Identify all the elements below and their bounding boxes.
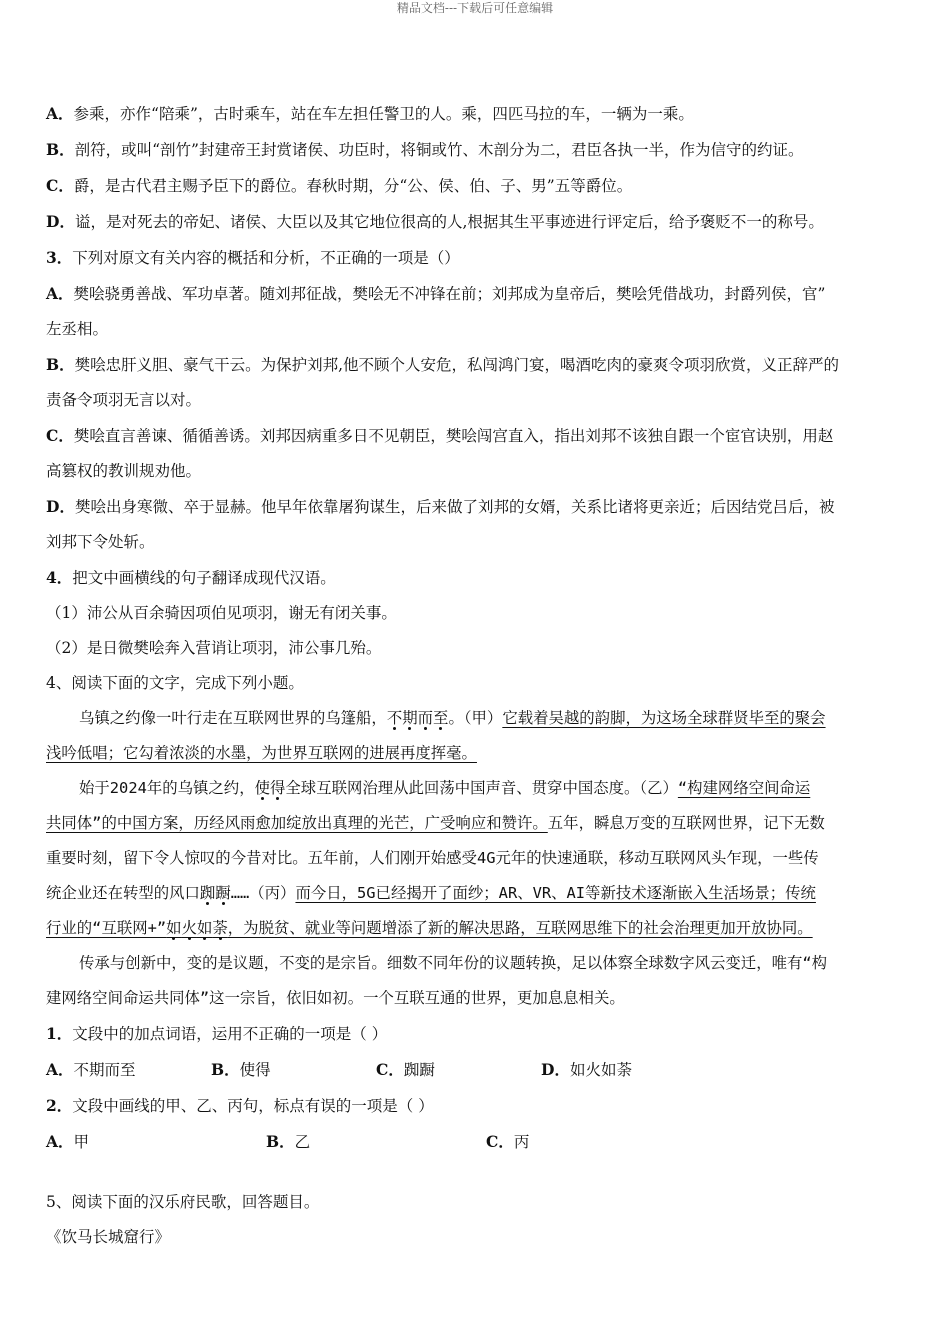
passage-p2-line1: [46, 771, 904, 806]
sub-q1-option-c: [376, 1052, 541, 1088]
dotted-char: 使: [254, 779, 270, 797]
q2-option-b: [46, 132, 904, 168]
sub-q2-option-c: [486, 1124, 529, 1160]
q3-option-b-cont: 责备令项羽无言以对。: [46, 391, 202, 409]
question-number: 1．: [46, 1024, 73, 1043]
underlined-sentence-bing: 而今日，5G已经揭开了面纱；AR、VR、AI等新技术逐渐嵌入生活场景；传统: [295, 884, 816, 902]
dotted-word: [200, 884, 231, 902]
dotted-char: 踟: [199, 884, 216, 902]
passage-text: 始于2024年的乌镇之约，: [79, 779, 255, 797]
dotted-char: 而: [417, 709, 434, 727]
option-letter: C．: [46, 426, 74, 445]
underlined-sentence-jia: 它载着吴越的韵脚，为这场全球群贤毕至的聚会: [502, 709, 826, 727]
option-text: 使得: [239, 1061, 271, 1079]
dotted-word: [166, 919, 228, 937]
question-text: 把文中画横线的句子翻译成现代汉语。: [72, 569, 336, 587]
passage-p3-line2: 建网络空间命运共同体”这一宗旨，依旧如初。一个互联互通的世界，更加息息相关。: [46, 989, 625, 1007]
q3-option-a-cont: 左丞相。: [46, 320, 109, 338]
q4-stem: [46, 560, 904, 596]
option-text: 谥，是对死去的帝妃、诸侯、大臣以及其它地位很高的人,根据其生平事迹进行评定后，给予褒贬不一的称号。: [74, 213, 824, 231]
passage-p1-line1: [46, 701, 904, 736]
sub-q2-option-a: [46, 1124, 266, 1160]
q3-option-b: [46, 347, 904, 383]
sub-q1-option-b: [211, 1052, 376, 1088]
passage-text: 乌镇之约像一叶行走在互联网世界的乌篷船，: [79, 709, 387, 727]
passage-p2-line2: [46, 806, 904, 841]
section4-heading: 4、阅读下面的文字，完成下列小题。: [46, 674, 304, 692]
option-letter: A．: [46, 1132, 74, 1151]
dotted-char: 蹰: [215, 884, 231, 902]
sub-q2-options: [46, 1124, 904, 1160]
dotted-char: 火: [181, 919, 197, 937]
option-letter: A．: [46, 104, 74, 123]
option-letter: A．: [46, 1060, 74, 1079]
option-letter: C．: [46, 176, 74, 195]
option-letter: B．: [266, 1132, 295, 1151]
section5-heading: 5、阅读下面的汉乐府民歌，回答题目。: [46, 1193, 320, 1211]
option-letter: B．: [211, 1060, 240, 1079]
q3-option-d: [46, 489, 904, 525]
option-text: 参乘，亦作“陪乘”，古时乘车，站在车左担任警卫的人。乘，四匹马拉的车，一辆为一乘。: [73, 105, 694, 123]
q3-option-c-cont: 高篡权的教训规劝他。: [46, 462, 202, 480]
option-text: 踟蹰: [403, 1061, 435, 1079]
option-text: 丙: [513, 1133, 530, 1151]
dotted-char: 不: [386, 709, 403, 727]
passage-text: 。（甲）: [448, 709, 503, 727]
q2-option-c: [46, 168, 904, 204]
option-text: 爵，是古代君主赐予臣下的爵位。春秋时期，分“公、侯、伯、子、男”五等爵位。: [73, 177, 633, 195]
option-text: 樊哙直言善谏、循循善诱。刘邦因病重多日不见朝臣，樊哙闯宫直入，指出刘邦不该独自跟一个宦官诀别，用赵: [73, 427, 834, 445]
document-body: [46, 96, 904, 1255]
question-number: 4．: [46, 568, 73, 587]
question-number: 2．: [46, 1096, 73, 1115]
poem-title: 《饮马长城窟行》: [46, 1228, 171, 1246]
option-letter: B．: [46, 355, 75, 374]
passage-p3-line1: 传承与创新中，变的是议题，不变的是宗旨。细数不同年份的议题转换，足以体察全球数字风云变迁，唯有“构: [79, 954, 828, 972]
q3-option-c: [46, 418, 904, 454]
question-text: 下列对原文有关内容的概括和分析，不正确的一项是（）: [72, 249, 460, 267]
option-text: 剖符，或叫“剖竹”封建帝王封赏诸侯、功臣时，将铜或竹、木剖分为二，君臣各执一半，作为信守的约证。: [74, 141, 804, 159]
option-text: 樊哙骁勇善战、军功卓著。随刘邦征战，樊哙无不冲锋在前；刘邦成为皇帝后，樊哙凭借战功，封爵列侯，官”: [73, 285, 826, 303]
passage-p1-line2: [46, 736, 904, 771]
passage-text: 全球互联网治理从此回荡中国声音、贯穿中国态度。（乙）: [285, 779, 678, 797]
question-text: 文段中画线的甲、乙、丙句，标点有误的一项是（ ）: [72, 1097, 434, 1115]
underlined-sentence-yi: “构建网络空间命运: [677, 779, 811, 797]
question-text: 文段中的加点词语，运用不正确的一项是（ ）: [72, 1025, 388, 1043]
q3-option-a: [46, 276, 904, 312]
option-letter: B．: [46, 140, 75, 159]
dotted-char: 得: [270, 779, 286, 797]
sub-q2-stem: [46, 1088, 904, 1124]
dotted-char: 荼: [212, 919, 228, 937]
option-letter: D．: [46, 497, 75, 516]
underlined-sentence-bing-cont: 行业的“互联网+”: [46, 919, 167, 937]
passage-p2-line4: [46, 876, 904, 911]
option-text: 樊哙出身寒微、卒于显赫。他早年依靠屠狗谋生，后来做了刘邦的女婿，关系比诸将更亲近；后因结党吕后，被: [74, 498, 835, 516]
option-text: 樊哙忠肝义胆、豪气干云。为保护刘邦,他不顾个人安危，私闯鸿门宴，喝酒吃肉的豪爽令项羽欣赏，义正辞严的: [74, 356, 840, 374]
q3-stem: [46, 240, 904, 276]
q2-option-a: [46, 96, 904, 132]
q2-option-d: [46, 204, 904, 240]
passage-text: ……（丙）: [230, 884, 296, 902]
dotted-char: 如: [166, 919, 182, 937]
sub-q1-options: [46, 1052, 904, 1088]
dotted-char: 至: [433, 709, 449, 727]
option-text: 不期而至: [73, 1061, 136, 1079]
option-letter: D．: [46, 212, 75, 231]
option-letter: A．: [46, 284, 74, 303]
option-text: 甲: [73, 1133, 90, 1151]
question-number: 3．: [46, 248, 73, 267]
option-text: 乙: [294, 1133, 311, 1151]
dotted-char: 如: [196, 919, 213, 937]
sub-q1-option-d: [541, 1052, 632, 1088]
option-letter: C．: [486, 1132, 514, 1151]
sub-q1-stem: [46, 1016, 904, 1052]
page-header: 精品文档---下载后可任意编辑: [396, 1, 554, 15]
dotted-char: 期: [402, 709, 418, 727]
option-text: 如火如荼: [569, 1061, 632, 1079]
sub-q1-option-a: [46, 1052, 211, 1088]
underlined-sentence-bing-end: ，为脱贫、就业等问题增添了新的解决思路，互联网思维下的社会治理更加开放协同。: [227, 919, 813, 937]
dotted-word: [387, 709, 449, 727]
passage-p2-line5: [46, 911, 904, 946]
underlined-sentence-jia-cont: 浅吟低唱；它勾着浓淡的水墨，为世界互联网的进展再度挥毫。: [46, 744, 477, 762]
passage-text: 五年，瞬息万变的互联网世界，记下无数: [547, 814, 825, 832]
option-letter: C．: [376, 1060, 404, 1079]
underlined-sentence-yi-cont: 共同体”的中国方案，历经风雨愈加绽放出真理的光芒，广受响应和赞许。: [46, 814, 548, 832]
sub-q2-option-b: [266, 1124, 486, 1160]
q4-item-1: （1）沛公从百余骑因项伯见项羽，谢无有闭关事。: [46, 604, 397, 622]
q3-option-d-cont: 刘邦下令处斩。: [46, 533, 155, 551]
dotted-word: [255, 779, 286, 797]
passage-text: 统企业还在转型的风口: [46, 884, 200, 902]
q4-item-2: （2）是日微樊哙奔入营诮让项羽，沛公事几殆。: [46, 639, 382, 657]
passage-p2-line3: 重要时刻，留下令人惊叹的今昔对比。五年前，人们刚开始感受4G元年的快速通联，移动互联网风头乍现，一些传: [46, 849, 819, 867]
option-letter: D．: [541, 1060, 570, 1079]
